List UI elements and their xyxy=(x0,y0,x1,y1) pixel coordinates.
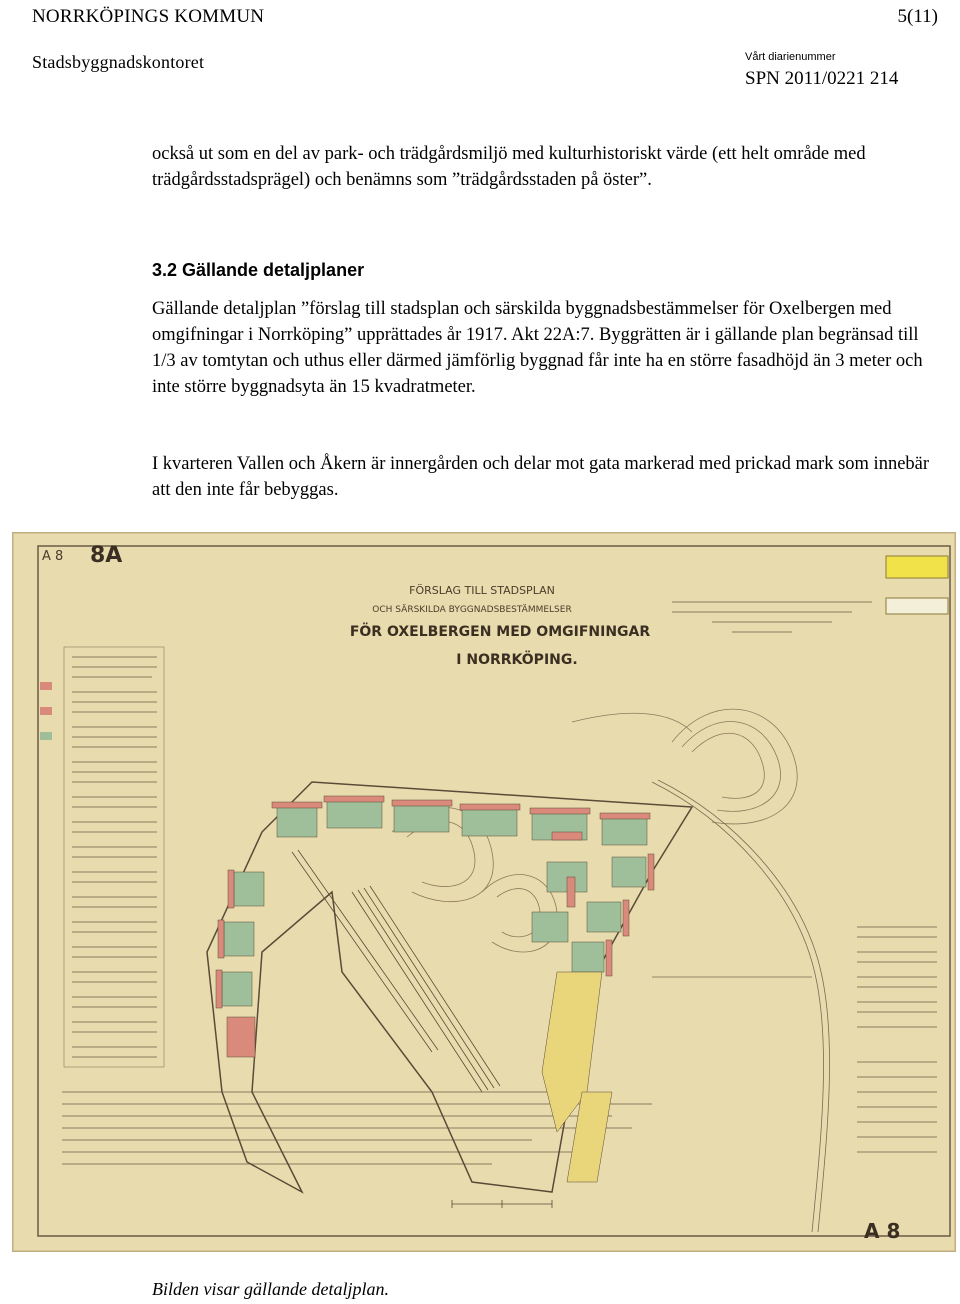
map-title-3: FÖR OXELBERGEN MED OMGIFNINGAR xyxy=(349,624,651,640)
map-paper xyxy=(12,532,956,1252)
header-diary-label: Vårt diarienummer xyxy=(745,51,836,63)
sheet-label-bottom: A 8 xyxy=(864,1219,901,1243)
sheet-label-top: 8A xyxy=(90,543,123,568)
header-page-number: 5(11) xyxy=(897,6,938,27)
header-diary-number: SPN 2011/0221 214 xyxy=(745,68,899,89)
header-office: Stadsbyggnadskontoret xyxy=(32,52,205,72)
intro-paragraph: också ut som en del av park- och trädgårdsmiljö med kulturhistoriskt värde (ett helt område med trädgårdsstadsprägel) och benämns som ”trädgårdsstaden på öster”. xyxy=(152,144,866,190)
map-title-2: OCH SÄRSKILDA BYGGNADSBESTÄMMELSER xyxy=(372,605,572,615)
sheet-label-top-small: A 8 xyxy=(42,549,64,564)
plan-paragraph: Gällande detaljplan ”förslag till stadsplan och särskilda byggnadsbestämmelser för Oxelbergen med omgifningar i Norrköping” upprättades år 1917. Akt 22A:7. Byggrätten är i gällande plan begränsad till 1/3 av tomtytan och uthus eller därmed jämförlig byggnad får inte ha en större fasadhöjd än 3 meter och inte större byggnadsyta än 15 kvadratmeter. xyxy=(152,299,923,397)
detail-plan-map xyxy=(12,532,956,1252)
courtyard-paragraph: I kvarteren Vallen och Åkern är innergården och delar mot gata markerad med prickad mark som innebär att den inte får bebyggas. xyxy=(152,454,930,500)
map-title-1: FÖRSLAG TILL STADSPLAN xyxy=(409,584,555,597)
header-municipality: NORRKÖPINGS KOMMUN xyxy=(32,6,265,27)
archive-stamp xyxy=(886,556,948,578)
map-caption: Bilden visar gällande detaljplan. xyxy=(152,1279,389,1299)
section-heading: 3.2 Gällande detaljplaner xyxy=(152,260,365,280)
map-title-4: I NORRKÖPING. xyxy=(456,652,578,668)
